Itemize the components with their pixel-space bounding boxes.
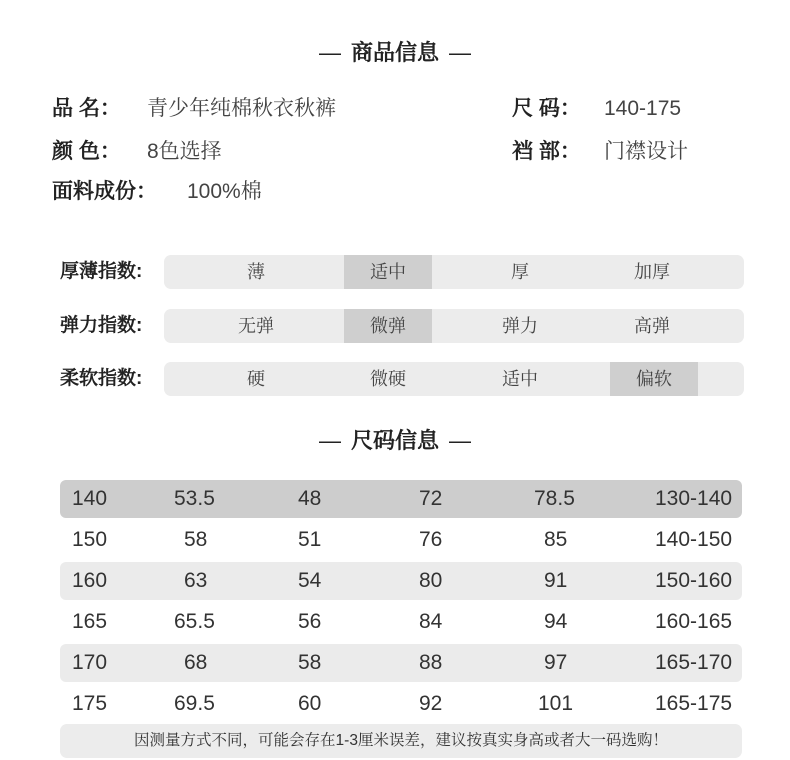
scale-option: 加厚 xyxy=(634,262,670,282)
table-cell: 140-150 xyxy=(655,528,733,551)
scale-option: 高弹 xyxy=(634,316,670,336)
scale-label: 柔软指数: xyxy=(60,368,143,389)
table-cell: 97 xyxy=(544,651,568,674)
size-table xyxy=(60,480,742,726)
table-cell: 88 xyxy=(419,651,443,674)
table-cell: 58 xyxy=(298,651,322,674)
info-label: 品 名： xyxy=(52,97,121,120)
product-info-title: — 商品信息 — xyxy=(318,40,471,65)
info-color xyxy=(52,135,222,165)
table-cell: 63 xyxy=(184,569,208,592)
table-row xyxy=(60,644,742,682)
scale-softness xyxy=(60,361,745,397)
scale-option: 微硬 xyxy=(370,369,406,389)
table-cell: 68 xyxy=(184,651,208,674)
table-cell: 165 xyxy=(72,610,108,633)
scale-elasticity xyxy=(60,308,745,344)
table-cell: 80 xyxy=(419,569,443,592)
table-cell: 94 xyxy=(544,610,568,633)
table-cell: 60 xyxy=(298,692,322,715)
info-value: 门襟设计 xyxy=(604,140,688,163)
scale-option-selected: 适中 xyxy=(344,255,432,289)
info-size xyxy=(512,92,681,122)
table-cell: 78.5 xyxy=(534,487,575,510)
table-cell: 58 xyxy=(184,528,208,551)
info-label: 面料成份： xyxy=(52,180,157,203)
info-product-name xyxy=(52,92,336,122)
table-cell: 160 xyxy=(72,569,108,592)
info-label: 裆 部： xyxy=(512,140,581,163)
table-cell: 140 xyxy=(72,487,108,510)
scale-label: 弹力指数: xyxy=(60,315,143,336)
scale-option: 厚 xyxy=(511,262,529,282)
scale-option: 硬 xyxy=(247,369,265,389)
table-cell: 160-165 xyxy=(655,610,733,633)
table-cell: 56 xyxy=(298,610,322,633)
table-cell: 69.5 xyxy=(174,692,215,715)
product-info-title-text: 商品信息 xyxy=(350,40,439,65)
scale-bar xyxy=(164,255,744,289)
info-label: 颜 色： xyxy=(52,140,121,163)
table-cell: 65.5 xyxy=(174,610,215,633)
table-cell: 91 xyxy=(544,569,568,592)
scale-option: 弹力 xyxy=(502,316,538,336)
info-value: 100%棉 xyxy=(187,180,262,203)
table-cell: 85 xyxy=(544,528,568,551)
scale-thickness xyxy=(60,254,745,290)
info-value: 8色选择 xyxy=(147,140,222,163)
info-material xyxy=(52,175,262,205)
table-row xyxy=(60,521,742,559)
table-cell: 84 xyxy=(419,610,443,633)
scale-bar xyxy=(164,309,744,343)
table-cell: 175 xyxy=(72,692,108,715)
scale-bar xyxy=(164,362,744,396)
scale-option: 无弹 xyxy=(238,316,274,336)
table-cell: 150-160 xyxy=(655,569,733,592)
scale-option-selected: 偏软 xyxy=(610,362,698,396)
size-info-title: — 尺码信息 — xyxy=(318,428,471,453)
table-cell: 53.5 xyxy=(174,487,215,510)
table-cell: 165-170 xyxy=(655,651,733,674)
table-row xyxy=(60,685,742,723)
info-value: 140-175 xyxy=(604,97,682,120)
table-cell: 130-140 xyxy=(655,487,733,510)
scale-option: 适中 xyxy=(502,369,538,389)
table-cell: 51 xyxy=(298,528,322,551)
table-cell: 170 xyxy=(72,651,108,674)
table-row xyxy=(60,480,742,518)
table-row xyxy=(60,603,742,641)
table-cell: 165-175 xyxy=(655,692,733,715)
table-cell: 150 xyxy=(72,528,108,551)
table-cell: 76 xyxy=(419,528,443,551)
size-info-title-text: 尺码信息 xyxy=(350,428,439,453)
table-row xyxy=(60,562,742,600)
scale-option-selected: 微弹 xyxy=(344,309,432,343)
table-cell: 101 xyxy=(538,692,574,715)
table-cell: 92 xyxy=(419,692,443,715)
info-crotch xyxy=(512,135,688,165)
measurement-note: 因测量方式不同，可能会存在1-3厘米误差，建议按真实身高或者大一码选购！ xyxy=(60,724,742,758)
table-cell: 54 xyxy=(298,569,322,592)
scale-label: 厚薄指数: xyxy=(60,261,143,282)
info-label: 尺 码： xyxy=(512,97,581,120)
info-value: 青少年纯棉秋衣秋裤 xyxy=(147,97,336,120)
scale-option: 薄 xyxy=(247,262,265,282)
table-cell: 48 xyxy=(298,487,322,510)
table-cell: 72 xyxy=(419,487,443,510)
